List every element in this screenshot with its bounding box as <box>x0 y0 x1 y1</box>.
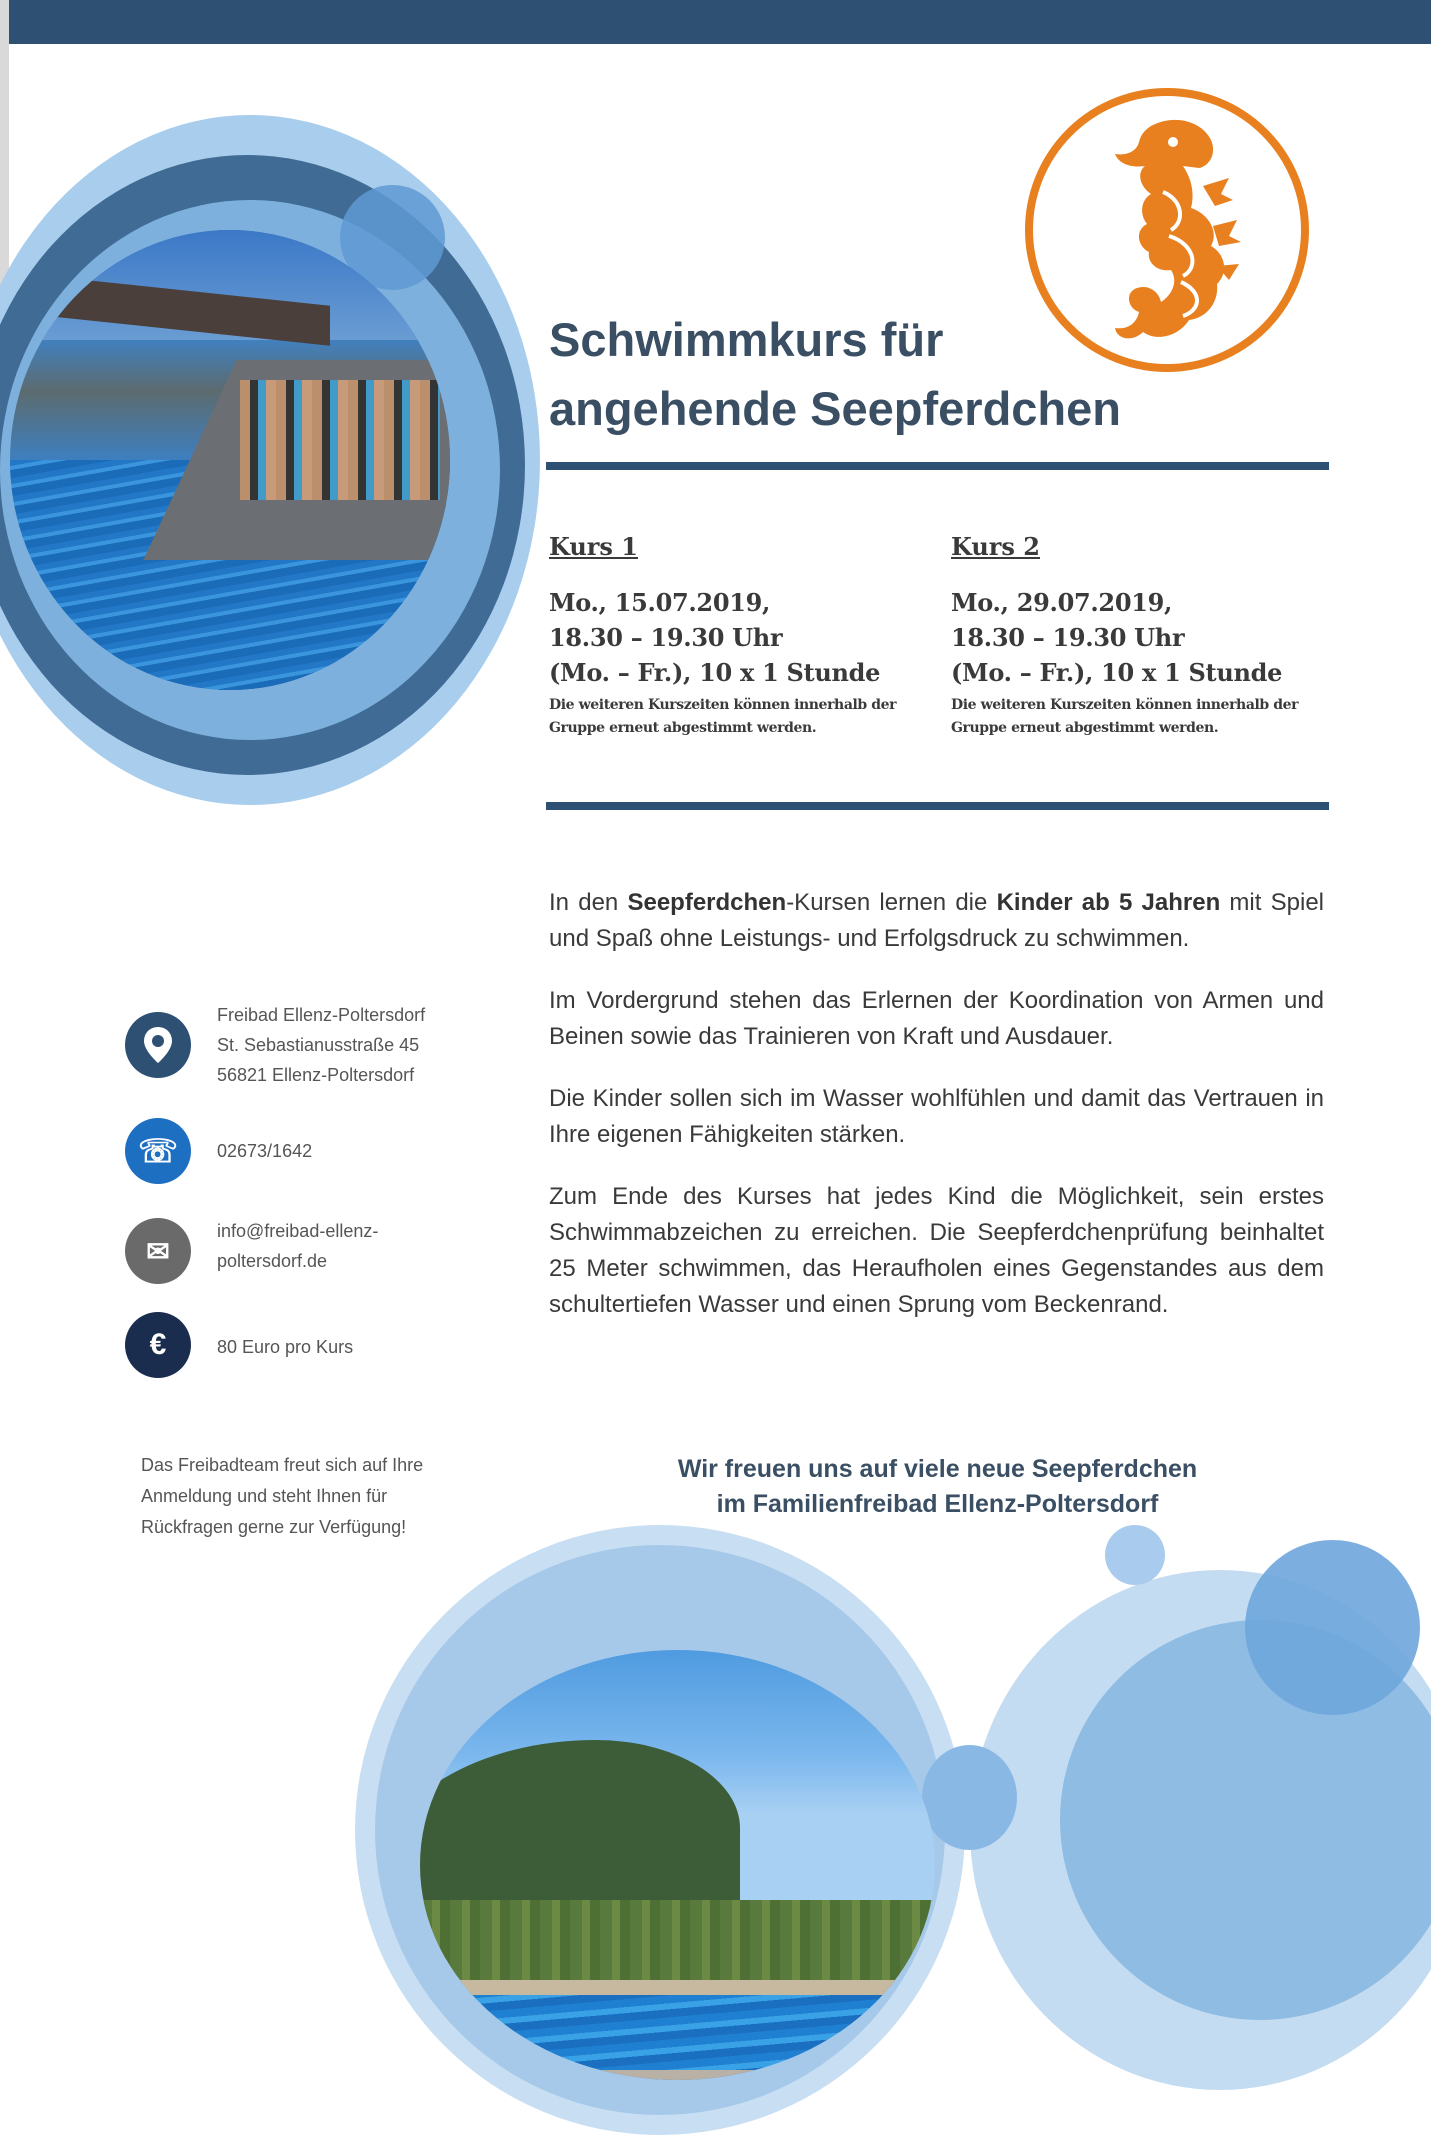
team-line-3: Rückfragen gerne zur Verfügung! <box>141 1517 407 1537</box>
price-text: 80 Euro pro Kurs <box>217 1337 354 1357</box>
email-line-1: info@freibad-ellenz- <box>217 1221 379 1241</box>
course-heading: Kurs 2 <box>951 532 1040 561</box>
decor-circle <box>1105 1525 1165 1585</box>
decor-circle <box>922 1745 1017 1850</box>
top-banner <box>0 0 1431 44</box>
address-line-2: St. Sebastianusstraße 45 <box>217 1035 420 1055</box>
title-line-2: angehende Seepferdchen <box>549 382 1121 435</box>
course-time: 18.30 – 19.30 Uhr <box>549 623 783 652</box>
paragraph-4: Zum Ende des Kurses hat jedes Kind die Möglichkeit, sein erstes Schwimmabzeichen zu erreichen. Die Seepferdchenprüfung beinhaltet 25 Meter schwimmen, das Heraufholen eines Gegenstandes aus dem schultertiefen Wasser und einen Sprung vom Beckenrand. <box>549 1183 1324 1318</box>
course-1 <box>549 532 939 740</box>
address-text <box>217 1000 425 1090</box>
course-date: Mo., 15.07.2019, <box>549 588 771 617</box>
course-schedule: (Mo. – Fr.), 10 x 1 Stunde <box>951 658 1283 687</box>
team-message <box>141 1450 493 1543</box>
course-heading: Kurs 1 <box>549 532 638 561</box>
team-line-1: Das Freibadteam freut sich auf Ihre <box>141 1455 424 1475</box>
page-title <box>549 305 1121 443</box>
divider-bottom <box>546 802 1329 810</box>
closing-line-1: Wir freuen uns auf viele neue Seepferdchen <box>677 1455 1198 1483</box>
closing-message <box>600 1452 1275 1522</box>
pool-photo-top <box>10 230 450 690</box>
divider-top <box>546 462 1329 470</box>
email-line-2: poltersdorf.de <box>217 1251 328 1271</box>
title-line-1: Schwimmkurs für <box>549 313 944 366</box>
email-address[interactable] <box>217 1216 378 1276</box>
course-description <box>549 885 1324 1349</box>
address-line-3: 56821 Ellenz-Poltersdorf <box>217 1065 415 1085</box>
decor-circle <box>1245 1540 1420 1715</box>
euro-icon: € <box>125 1312 191 1378</box>
closing-line-2: im Familienfreibad Ellenz-Poltersdorf <box>716 1490 1159 1518</box>
course-note-1: Die weiteren Kurszeiten können innerhalb der <box>549 697 897 713</box>
phone-number[interactable]: 02673/1642 <box>217 1141 313 1161</box>
course-2 <box>951 532 1341 740</box>
course-note-2: Gruppe erneut abgestimmt werden. <box>951 720 1219 736</box>
team-line-2: Anmeldung und steht Ihnen für <box>141 1486 388 1506</box>
course-time: 18.30 – 19.30 Uhr <box>951 623 1185 652</box>
course-date: Mo., 29.07.2019, <box>951 588 1173 617</box>
phone-icon: ☏ <box>125 1118 191 1184</box>
location-pin-icon <box>125 1012 191 1078</box>
paragraph-2: Im Vordergrund stehen das Erlernen der Koordination von Armen und Beinen sowie das Trainieren von Kraft und Ausdauer. <box>549 987 1324 1050</box>
mail-icon: ✉ <box>125 1218 191 1284</box>
course-schedule: (Mo. – Fr.), 10 x 1 Stunde <box>549 658 881 687</box>
address-line-1: Freibad Ellenz-Poltersdorf <box>217 1005 426 1025</box>
paragraph-1: In den Seepferdchen-Kursen lernen die Kinder ab 5 Jahren mit Spiel und Spaß ohne Leistungs- und Erfolgsdruck zu schwimmen. <box>549 889 1324 952</box>
location-pin-icon-svg <box>141 1025 175 1065</box>
course-note-1: Die weiteren Kurszeiten können innerhalb der <box>951 697 1299 713</box>
course-note-2: Gruppe erneut abgestimmt werden. <box>549 720 817 736</box>
pool-photo-bottom <box>420 1650 935 2080</box>
paragraph-3: Die Kinder sollen sich im Wasser wohlfühlen und damit das Vertrauen in Ihre eigenen Fähigkeiten stärken. <box>549 1085 1324 1148</box>
